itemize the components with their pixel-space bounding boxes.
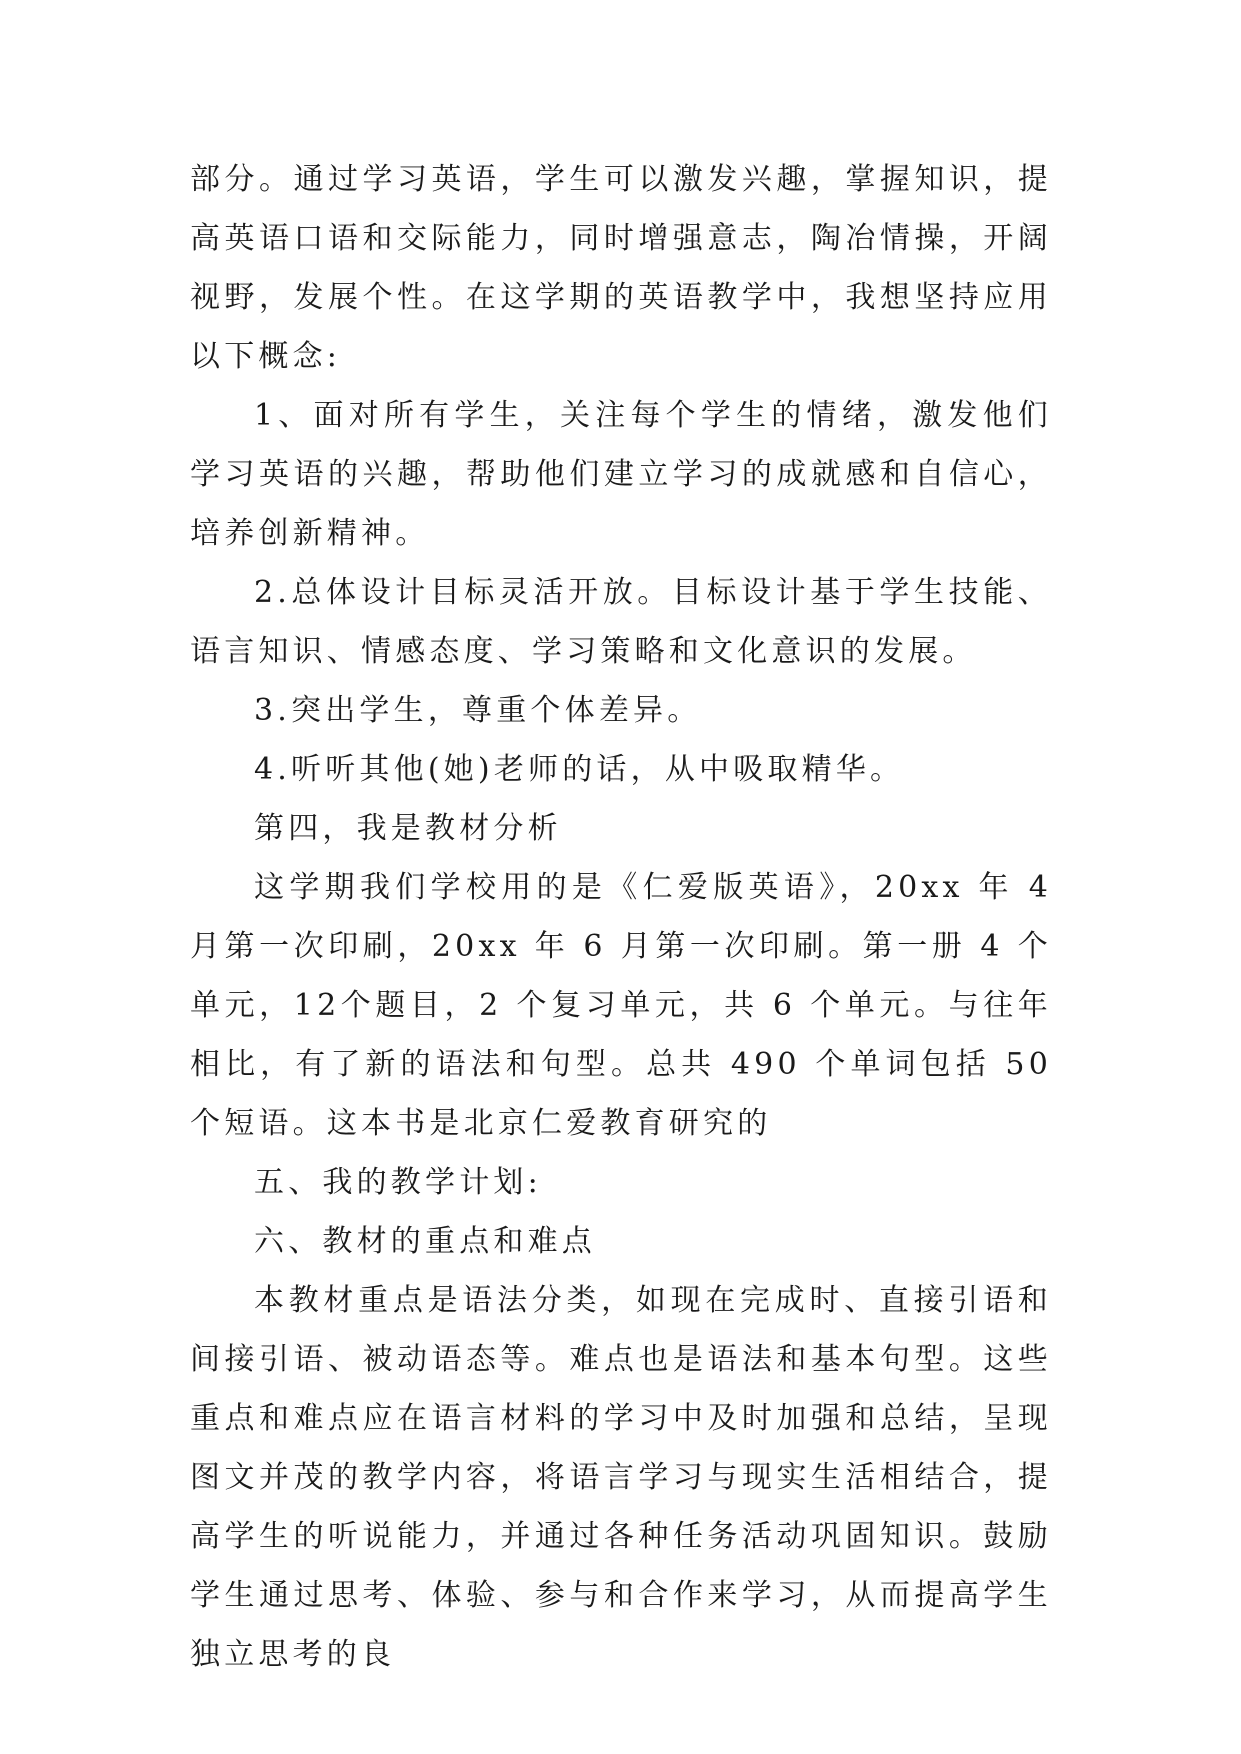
paragraph-concept-1: 1、面对所有学生，关注每个学生的情绪，激发他们学习英语的兴趣，帮助他们建立学习的成就感和自信心，培养创新精神。 (190, 398, 1052, 551)
section-heading-textbook-analysis: 第四，我是教材分析 (254, 811, 562, 846)
document-body (190, 150, 1052, 1684)
paragraph-concept-3: 3.突出学生，尊重个体差异。 (254, 693, 702, 728)
paragraph-key-points: 本教材重点是语法分类，如现在完成时、直接引语和间接引语、被动语态等。难点也是语法和基本句型。这些重点和难点应在语言材料的学习中及时加强和总结，呈现图文并茂的教学内容，将语言学习与现实生活相结合，提高学生的听说能力，并通过各种任务活动巩固知识。鼓励学生通过思考、体验、参与和合作来学习，从而提高学生独立思考的良 (190, 1283, 1052, 1672)
paragraph-textbook-analysis: 这学期我们学校用的是《仁爱版英语》，20xx 年 4 月第一次印刷，20xx 年 6 月第一次印刷。第一册 4 个单元，12个题目，2 个复习单元，共 6 个单元。与往年相比，有了新的语法和句型。总共 490 个单词包括 50 个短语。这本书是北京仁爱教育研究的 (190, 870, 1052, 1141)
paragraph-concept-4: 4.听听其他(她)老师的话，从中吸取精华。 (254, 752, 905, 787)
section-heading-key-points: 六、教材的重点和难点 (254, 1224, 596, 1259)
paragraph-concept-2: 2.总体设计目标灵活开放。目标设计基于学生技能、语言知识、情感态度、学习策略和文化意识的发展。 (190, 575, 1052, 669)
paragraph-continuation: 部分。通过学习英语，学生可以激发兴趣，掌握知识，提高英语口语和交际能力，同时增强意志，陶冶情操，开阔视野，发展个性。在这学期的英语教学中，我想坚持应用以下概念: (190, 162, 1052, 374)
section-heading-teaching-plan: 五、我的教学计划: (254, 1165, 542, 1200)
